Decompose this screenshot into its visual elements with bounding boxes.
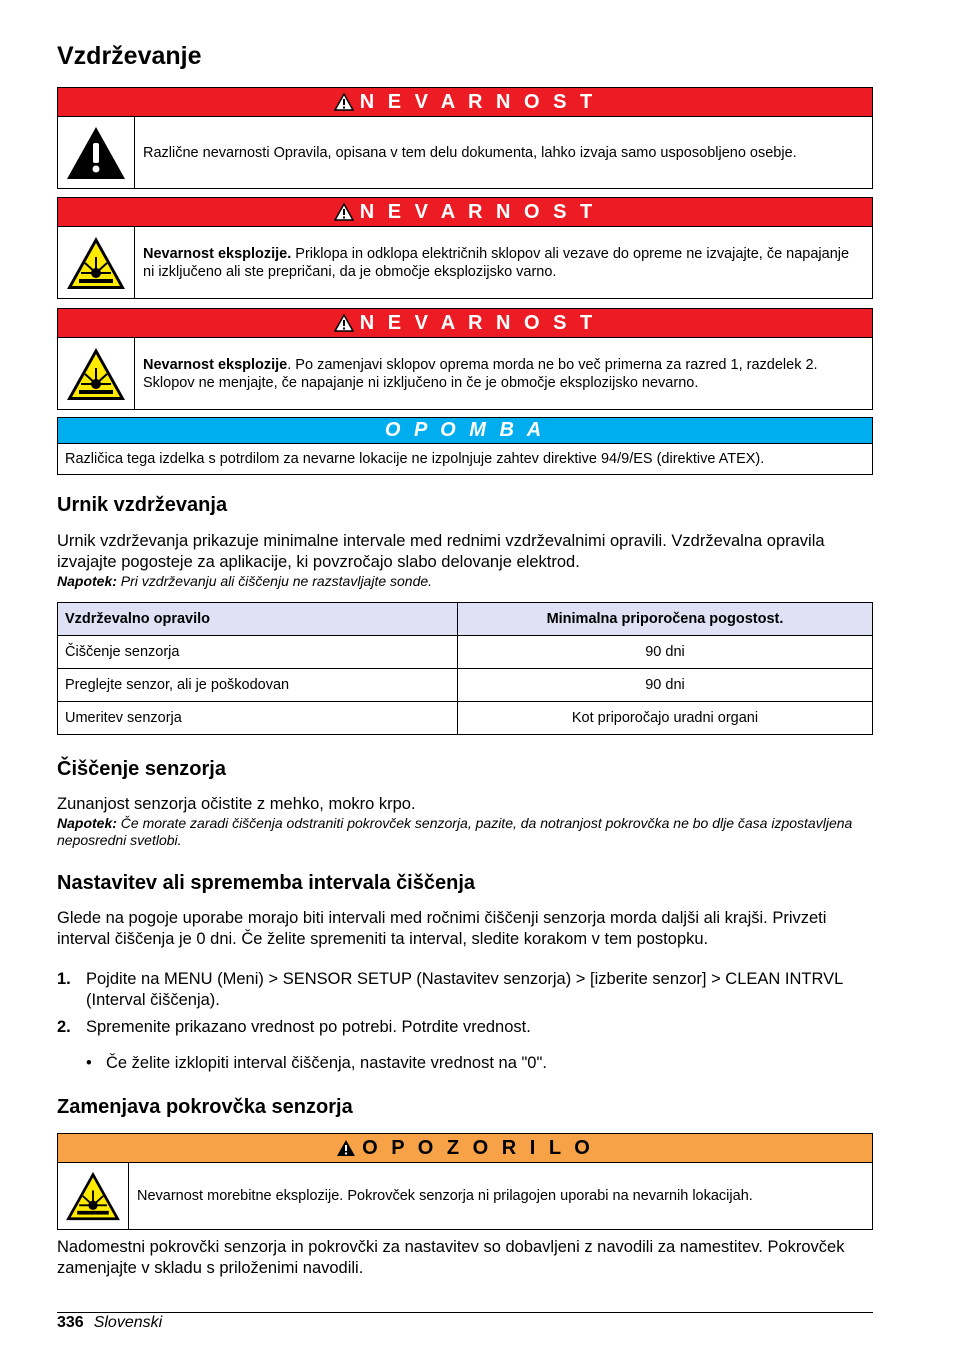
danger-box-general xyxy=(57,87,873,189)
schedule-body xyxy=(57,531,873,590)
table-header-cell: Vzdrževalno opravilo xyxy=(58,603,458,636)
table-cell: Preglejte senzor, ali je poškodovan xyxy=(58,669,458,702)
danger-bold-text: Nevarnost eksplozije. xyxy=(143,245,292,262)
cleaning-note: Napotek: Če morate zaradi čiščenja odstraniti pokrovček senzorja, pazite, da notranjost pokrovčka ne bo dlje časa izpostavljena neposredni svetlobi. xyxy=(57,815,853,848)
warning-triangle-icon xyxy=(334,314,354,332)
explosion-hazard-icon xyxy=(58,227,135,298)
cap-body xyxy=(57,1237,873,1279)
danger-box-explosion-2 xyxy=(57,308,873,410)
warning-text: Nevarnost morebitne eksplozije. Pokrovček senzorja ni prilagojen uporabi na nevarnih lokacijah. xyxy=(137,1188,753,1204)
warning-header xyxy=(58,1134,872,1163)
cap-paragraph: Nadomestni pokrovčki senzorja in pokrovčki za nastavitev so dobavljeni z navodili za namestitev. Pokrovček zamenjajte v skladu s priloženimi navodili. xyxy=(57,1238,845,1277)
section-heading-interval: Nastavitev ali sprememba intervala čiščenja xyxy=(57,872,476,894)
table-cell: Čiščenje senzorja xyxy=(58,636,458,669)
warning-triangle-icon xyxy=(334,203,354,221)
danger-header xyxy=(58,309,872,338)
table-row xyxy=(58,669,873,702)
section-heading-schedule: Urnik vzdrževanja xyxy=(57,494,228,516)
schedule-note: Napotek: Pri vzdrževanju ali čiščenju ne razstavljajte sonde. xyxy=(57,573,433,589)
danger-text: Različne nevarnosti Opravila, opisana v tem delu dokumenta, lahko izvaja samo usposobljeno osebje. xyxy=(143,144,797,161)
table-header-cell: Minimalna priporočena pogostost. xyxy=(458,603,873,636)
interval-steps xyxy=(57,969,873,1074)
danger-header xyxy=(58,88,872,117)
interval-paragraph: Glede na pogoje uporabe morajo biti intervali med ročnimi čiščenji senzorja morda daljši ali krajši. Privzeti interval čiščenja je 0 dni. Če želite spremeniti ta interval, sledite korakom v tem postopku. xyxy=(57,909,827,948)
notice-text: Različica tega izdelka s potrdilom za nevarne lokacije ne izpolnjuje zahtev direktive 94/9/ES (direktive ATEX). xyxy=(65,451,765,467)
section-heading-cap: Zamenjava pokrovčka senzorja xyxy=(57,1096,353,1118)
danger-box-explosion-1 xyxy=(57,197,873,299)
general-hazard-icon xyxy=(58,117,135,188)
cleaning-body xyxy=(57,794,873,849)
maintenance-schedule-table xyxy=(57,602,873,735)
warning-triangle-icon xyxy=(336,1139,356,1157)
notice-box xyxy=(57,417,873,475)
footer-language: Slovenski xyxy=(93,1314,163,1331)
table-header-row xyxy=(58,603,873,636)
warning-label: O P O Z O R I L O xyxy=(362,1136,594,1159)
section-heading-cleaning: Čiščenje senzorja xyxy=(57,758,226,780)
page-footer xyxy=(57,1312,873,1332)
schedule-paragraph: Urnik vzdrževanja prikazuje minimalne intervale med rednimi vzdrževalnimi opravili. Vzdrževalna opravila izvajajte pogosteje za aplikacije, ki povzročajo slabo delovanje elektrod. xyxy=(57,532,825,571)
warning-triangle-icon xyxy=(334,93,354,111)
danger-label: N E V A R N O S T xyxy=(359,90,597,113)
danger-text: . Po zamenjavi sklopov oprema morda ne bo več primerna za razred 1, razdelek 2. Sklopov ne menjajte, če napajanje ni izključeno in če je območje eksplozijsko nevarno. xyxy=(143,356,818,391)
notice-header: O P O M B A xyxy=(58,418,872,444)
table-cell: Kot priporočajo uradni organi xyxy=(458,702,873,735)
page-title: Vzdrževanje xyxy=(57,42,202,70)
danger-text: Priklopa in odklopa električnih sklopov ali vezave do opreme ne izvajajte, če napajanje ni izključeno ali ste prepričani, da je območje eksplozijsko varno. xyxy=(143,245,850,280)
list-item: 2. Spremenite prikazano vrednost po potrebi. Potrdite vrednost. xyxy=(57,1018,531,1036)
explosion-hazard-icon xyxy=(58,1163,129,1229)
cleaning-paragraph: Zunanjost senzorja očistite z mehko, mokro krpo. xyxy=(57,795,416,813)
warning-box xyxy=(57,1133,873,1230)
list-item: 1. Pojdite na MENU (Meni) > SENSOR SETUP (Nastavitev senzorja) > [izberite senzor] > CLEAN INTRVL (Interval čiščenja). xyxy=(57,970,843,1009)
danger-label: N E V A R N O S T xyxy=(359,311,597,334)
table-cell: 90 dni xyxy=(458,636,873,669)
interval-body xyxy=(57,908,873,950)
table-cell: Umeritev senzorja xyxy=(58,702,458,735)
danger-label: N E V A R N O S T xyxy=(359,200,597,223)
page-number: 336 xyxy=(57,1314,84,1331)
table-cell: 90 dni xyxy=(458,669,873,702)
danger-bold-text: Nevarnost eksplozije xyxy=(143,356,288,373)
explosion-hazard-icon xyxy=(58,338,135,409)
list-item: • Če želite izklopiti interval čiščenja, nastavite vrednost na "0". xyxy=(86,1054,547,1072)
bullet-icon: • xyxy=(86,1054,92,1072)
table-row xyxy=(58,636,873,669)
table-row xyxy=(58,702,873,735)
danger-header xyxy=(58,198,872,227)
